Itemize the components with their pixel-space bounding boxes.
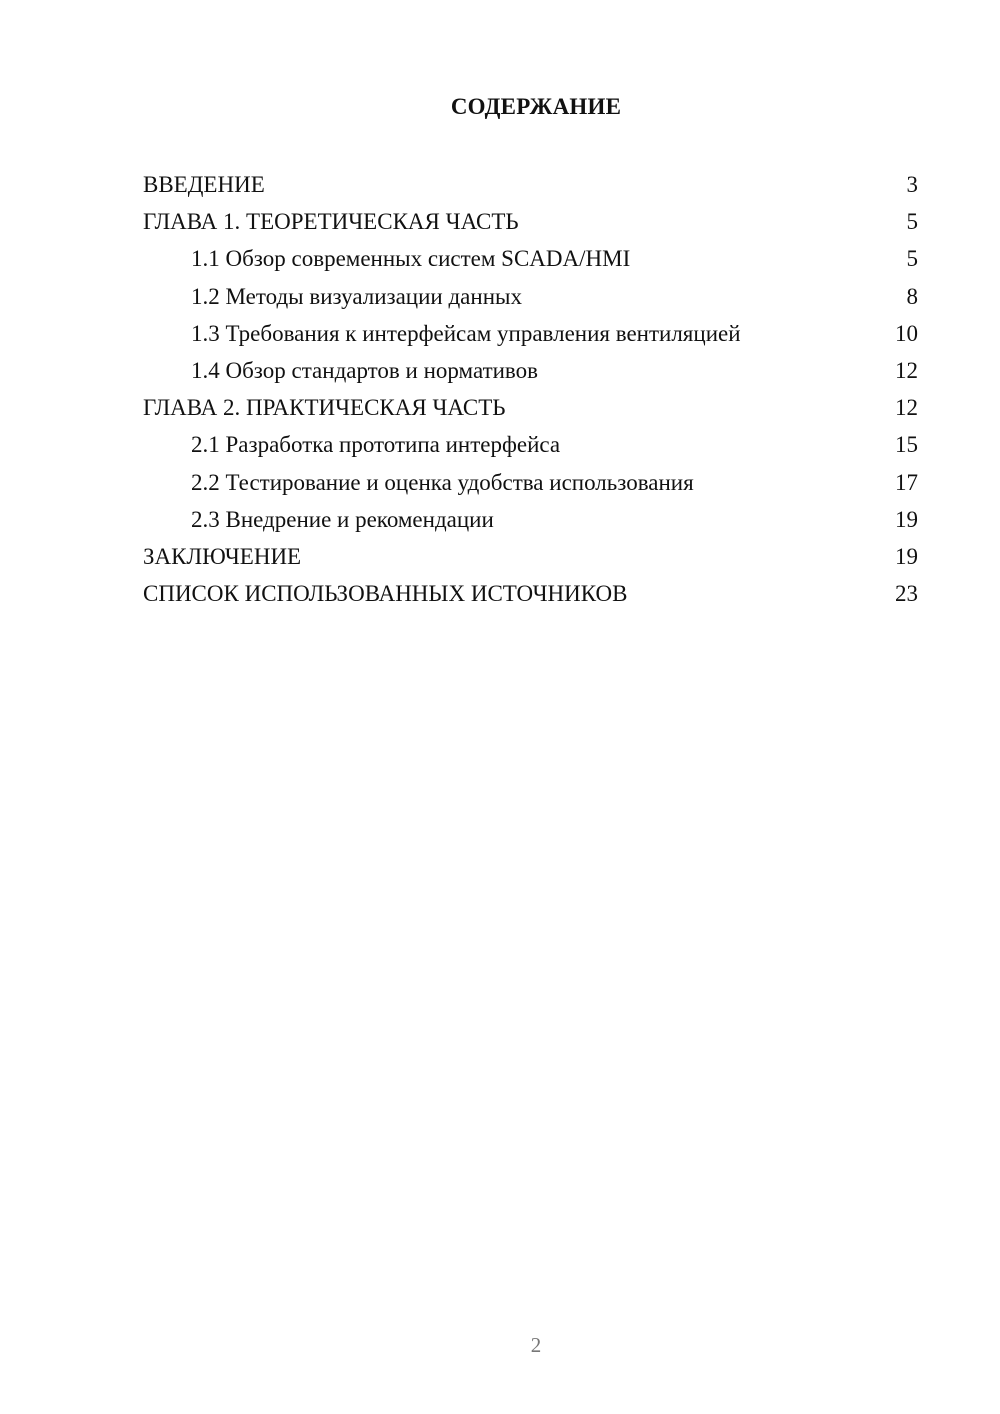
toc-subentry (143, 278, 918, 315)
toc-entry (143, 389, 918, 426)
toc-entry-title: ГЛАВА 2. ПРАКТИЧЕСКАЯ ЧАСТЬ (143, 395, 506, 421)
toc-subentry (143, 501, 918, 538)
page-title: СОДЕРЖАНИЕ (450, 94, 622, 119)
toc-entry-title: 1.3 Требования к интерфейсам управления вентиляцией (191, 320, 741, 346)
toc-entry-title: ЗАКЛЮЧЕНИЕ (143, 543, 302, 569)
toc-entry-page: 19 (895, 506, 918, 532)
toc-entry-title: 1.2 Методы визуализации данных (191, 283, 522, 309)
toc-entry-page: 17 (895, 469, 918, 495)
toc-entry (143, 538, 918, 575)
table-of-contents (143, 166, 918, 612)
toc-entry-title: 2.3 Внедрение и рекомендации (191, 506, 494, 532)
toc-entry-title: 1.4 Обзор стандартов и нормативов (191, 357, 538, 383)
toc-entry-title: СПИСОК ИСПОЛЬЗОВАННЫХ ИСТОЧНИКОВ (143, 581, 628, 607)
toc-entry (143, 203, 918, 240)
toc-entry-page: 10 (895, 320, 918, 346)
toc-entry-page: 5 (906, 246, 918, 272)
toc-entry-page: 12 (895, 395, 918, 421)
toc-entry-title: 2.1 Разработка прототипа интерфейса (191, 432, 561, 458)
toc-entry-page: 8 (906, 283, 918, 309)
page-number: 2 (530, 1333, 542, 1357)
toc-entry (143, 575, 918, 612)
toc-subentry (143, 240, 918, 277)
toc-entry-title: 1.1 Обзор современных систем SCADA/HMI (191, 246, 631, 272)
toc-entry-title: ГЛАВА 1. ТЕОРЕТИЧЕСКАЯ ЧАСТЬ (143, 209, 519, 235)
toc-entry-title: 2.2 Тестирование и оценка удобства использования (191, 469, 694, 495)
toc-entry-page: 15 (895, 432, 918, 458)
toc-entry-title: ВВЕДЕНИЕ (143, 172, 265, 197)
toc-entry-page: 12 (895, 357, 918, 383)
toc-entry-page: 3 (906, 172, 918, 197)
toc-entry-page: 19 (895, 543, 918, 569)
toc-entry (143, 166, 918, 203)
toc-subentry (143, 315, 918, 352)
toc-entry-page: 5 (906, 209, 918, 235)
toc-subentry (143, 464, 918, 501)
toc-subentry (143, 426, 918, 463)
toc-entry-page: 23 (895, 581, 918, 607)
toc-subentry (143, 352, 918, 389)
